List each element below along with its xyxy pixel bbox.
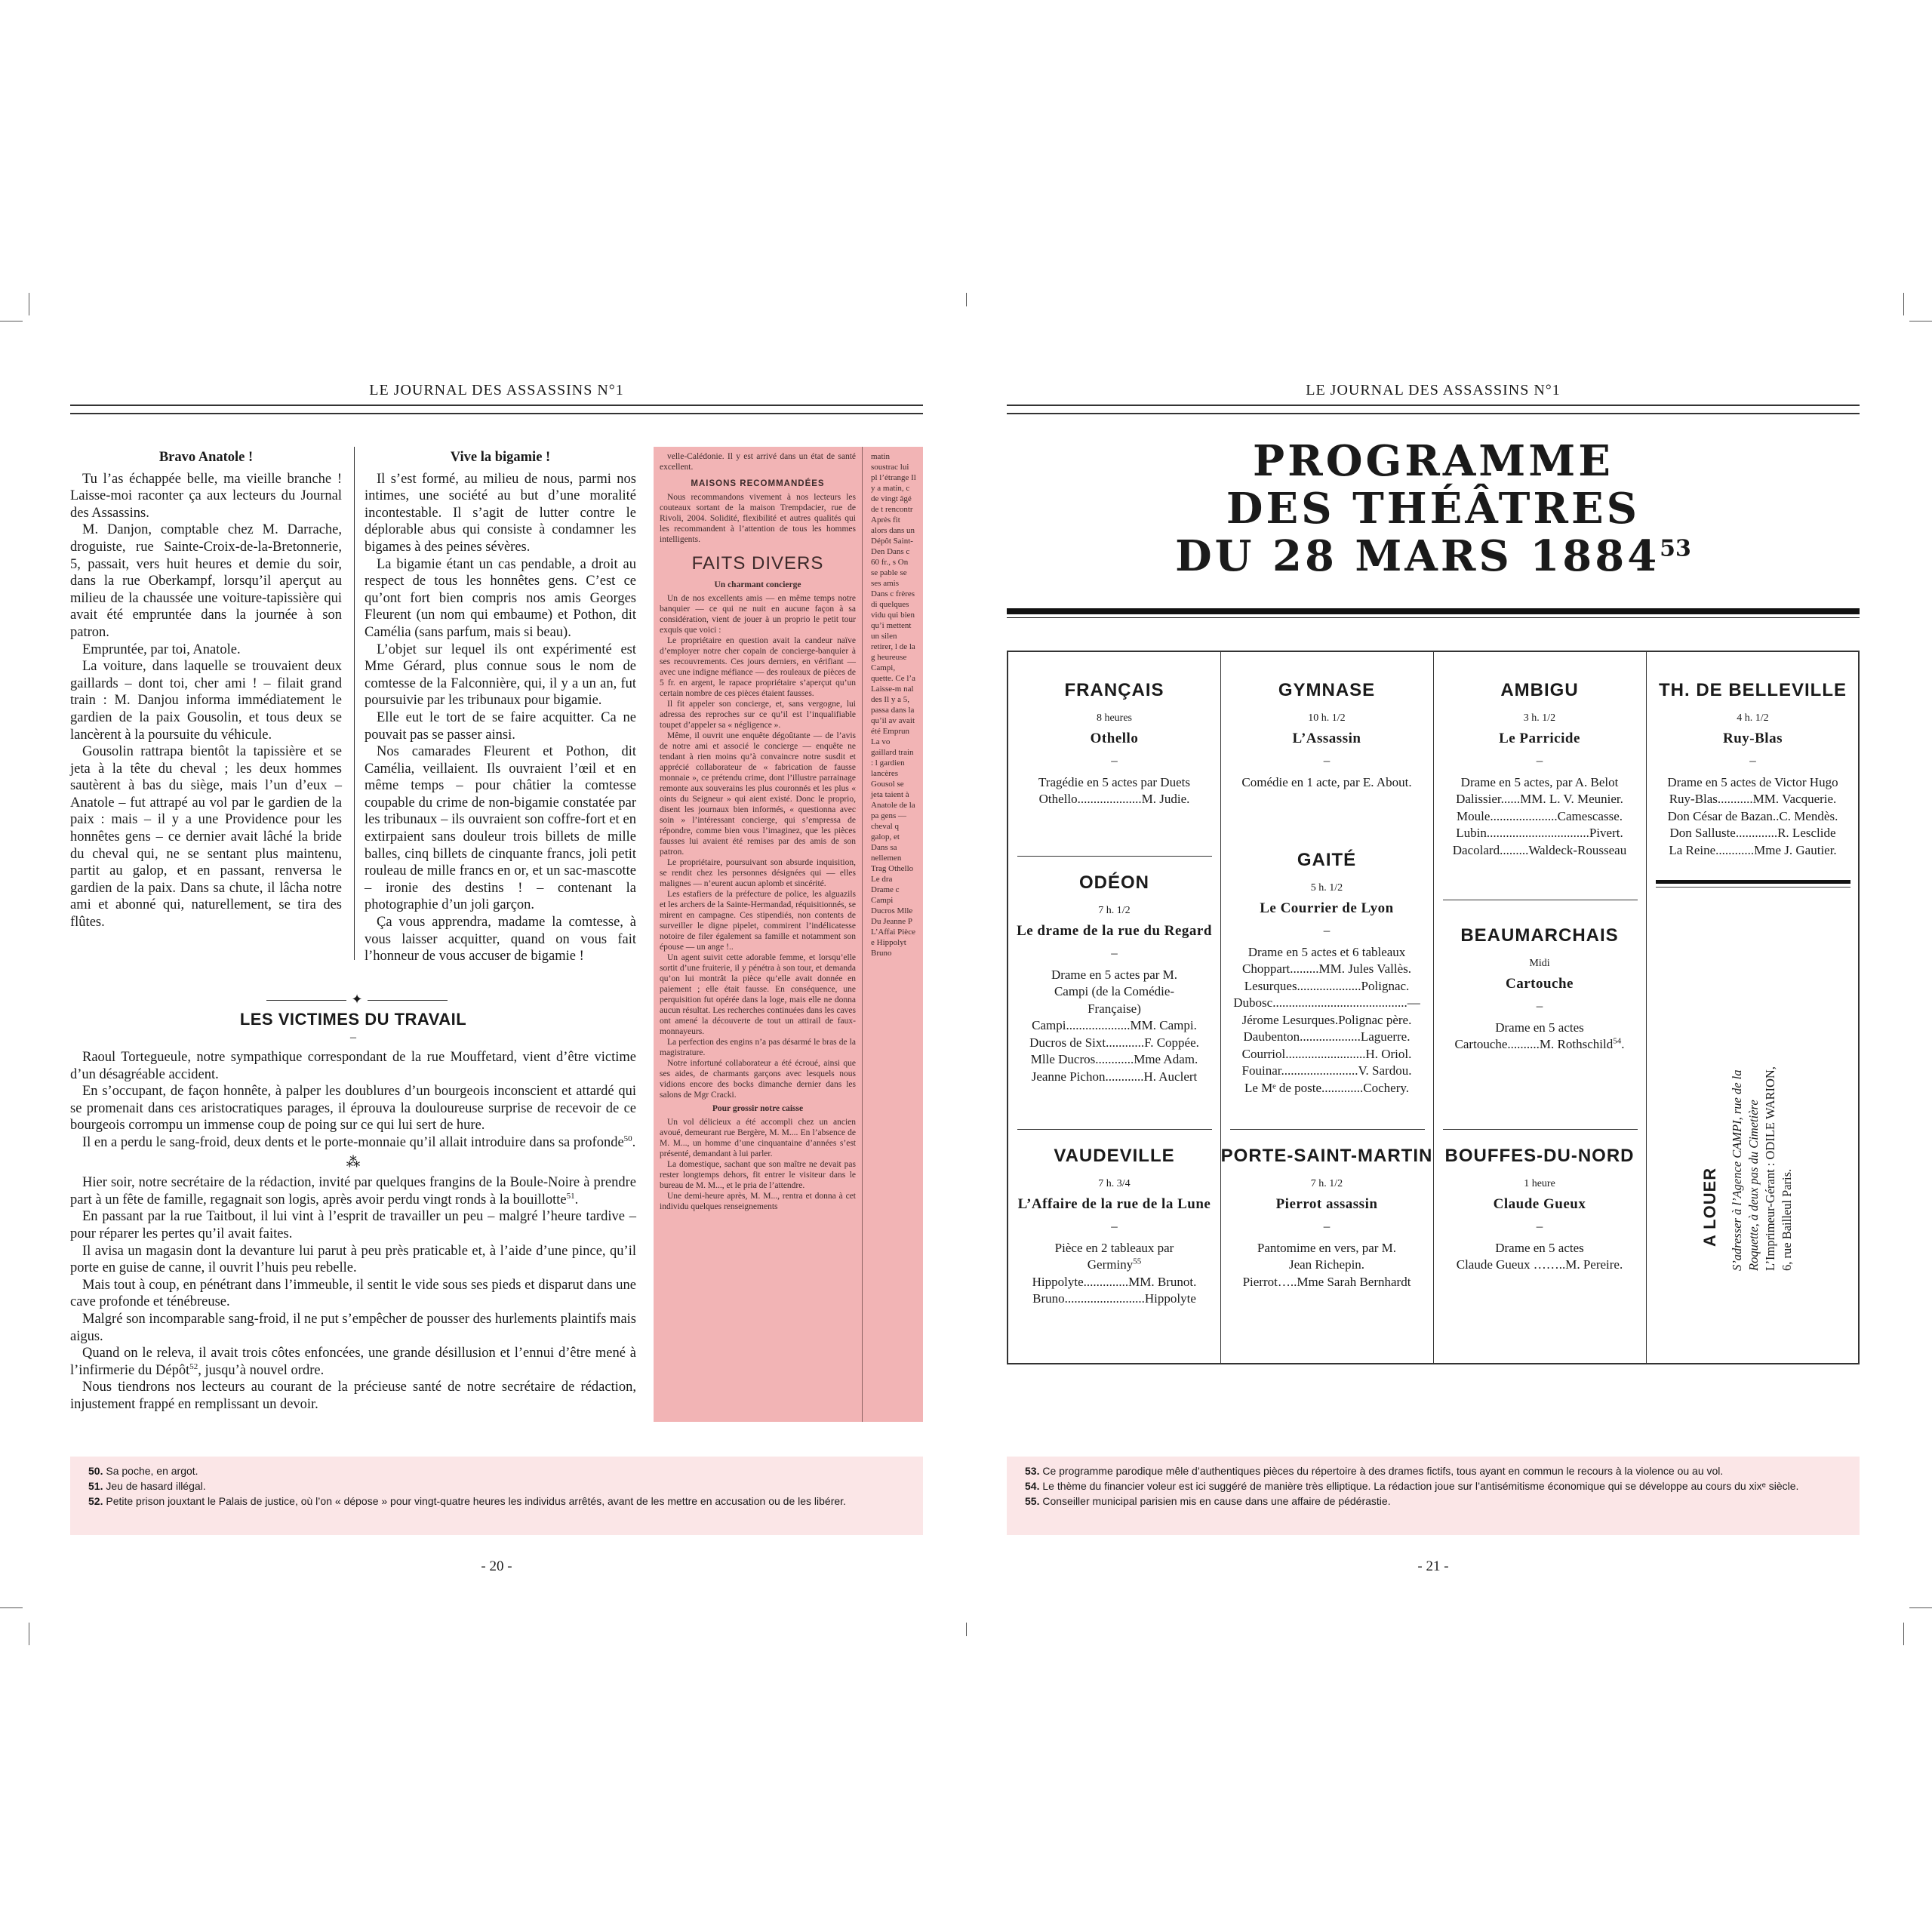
article-heading: Bravo Anatole ! bbox=[158, 450, 254, 465]
theatre-name: AMBIGU bbox=[1500, 680, 1579, 700]
theatre-name: BOUFFES-DU-NORD bbox=[1444, 1146, 1635, 1166]
cast-line: Campi....................MM. Campi. bbox=[1032, 1018, 1197, 1032]
clipping-heading: MAISONS RECOMMANDÉES bbox=[691, 479, 825, 488]
cast-line: Ducros de Sixt............F. Coppée. bbox=[1029, 1035, 1199, 1050]
crop-mark bbox=[0, 1607, 23, 1608]
theatre-name: PORTE-SAINT-MARTIN bbox=[1220, 1146, 1433, 1166]
clipping-text: Un de nos excellents amis — en même temps notre banquier — ce qui ne nuit en aucune façon à sa considération, vient de jouer à un proprio le petit tour exquis que voici : bbox=[660, 594, 856, 635]
clipping-side-text: matin soustrac lui pl l’étrange Il y a matin, c de vingt âgé de t rencontr Après fit alors dans un Dépôt Saint-Den Dans c 60 fr., s On se pable se ses amis Dans c frères di quelques vidu qui bien qu’i mettent un silen retirer, l de la g heureuse Campi, quette. Ce l’a Laisse-m nal des Il y a 5, passa dans la qu’il av avait été Emprun La vo gaillard train : l gardien lancères Gousol se jeta taient à Anatole de la pa gens — cheval q galop, et Dans sa nellemen Trag Othello Le dra Drame c Campi Ducros Mlle Du Jeanne P L’Affai Pièce e Hippolyt Bruno bbox=[871, 452, 916, 958]
footnote-text: Jeu de hasard illégal. bbox=[106, 1480, 206, 1492]
play-description: Tragédie en 5 actes par Duets bbox=[1038, 774, 1190, 789]
cast-line: Hippolyte..............MM. Brunot. bbox=[1032, 1274, 1197, 1289]
paragraph: Empruntée, par toi, Anatole. bbox=[82, 641, 241, 657]
crop-mark bbox=[1903, 1623, 1904, 1645]
footnote-number: 51. bbox=[88, 1480, 103, 1492]
paragraph: Il en a perdu le sang-froid, deux dents et le porte-monnaie qu’il allait introduire dans sa profonde$^{50}$. bbox=[82, 1134, 636, 1150]
show-time: 10 h. 1/2 bbox=[1308, 712, 1346, 724]
paragraph: M. Danjon, comptable chez M. Darrache, droguiste, rue Sainte-Croix-de-la-Bretonnerie, 5, passait, vers huit heures et demie du soir, dans la rue Oberkampf, lorsqu’il aperçut au milieu de la chaussée une voiture-tapissière qui avait été empruntée dans la journée à son patron. bbox=[70, 522, 342, 640]
cast-line: Othello....................M. Judie. bbox=[1038, 792, 1190, 806]
title-line bbox=[1007, 533, 1860, 580]
article-heading: Vive la bigamie ! bbox=[450, 450, 551, 465]
cast-line: Fouinar........................V. Sardou. bbox=[1241, 1063, 1412, 1078]
running-head: LE JOURNAL DES ASSASSINS N°1 bbox=[369, 382, 624, 398]
footnote-text: Ce programme parodique mêle d’authentiques pièces du répertoire à des drames fictifs, tous ayant en commun le recours à la violence ou au vol. bbox=[1042, 1465, 1724, 1477]
footnotes-box bbox=[1007, 1457, 1860, 1535]
title-text: DU 28 MARS 1884 bbox=[1175, 531, 1660, 581]
theatre-beaumarchais bbox=[1433, 925, 1646, 1054]
theatre-name: GYMNASE bbox=[1278, 680, 1376, 700]
notice-line: L’Imprimeur-Gérant : ODILE WARION, bbox=[1763, 1066, 1777, 1271]
show-time: 4 h. 1/2 bbox=[1737, 712, 1769, 724]
paragraph: Mais tout à coup, en pénétrant dans l’immeuble, il sentit le vide sous ses pieds et disparut dans une cave profonde et ténébreuse. bbox=[70, 1277, 636, 1310]
footnotes-box bbox=[70, 1457, 923, 1535]
footnote-ref: 54 bbox=[1613, 1036, 1622, 1046]
paragraph: En s’occupant, de façon honnête, à palper les doublures d’un bourgeois inconscient et attardé qui se promenait dans ces aristocratiques parages, il éprouva la douloureuse surprise de recevoir de ce bourgeois corrompu un immense coup de poing sur ce qui lui sert de hure. bbox=[70, 1084, 636, 1134]
page-number: - 21 - bbox=[1417, 1558, 1449, 1574]
show-time: 7 h. 3/4 bbox=[1098, 1177, 1131, 1189]
paragraph: En passant par la rue Taitbout, il lui vint à l’esprit de travailler un peu – malgré l’heure tardive – pour réparer les pertes qu’il avait faites. bbox=[70, 1209, 636, 1241]
clipping-text: Notre infortuné collaborateur a été écroué, ainsi que ses aides, de charmants garçons avec lesquels nous vidions encore des bocks dimanche dernier dans les salons de Mgr Cracki. bbox=[660, 1059, 856, 1100]
clipping-text: Il fit appeler son concierge, et, sans vergogne, lui adressa des reproches sur ce qu’il est l’inqualifiable toupet d’appeler sa « négligence ». bbox=[660, 700, 856, 730]
footnote-ref: 55 bbox=[1133, 1257, 1142, 1266]
show-time: 7 h. 1/2 bbox=[1098, 904, 1131, 916]
clipping-text: Le propriétaire en question avait la candeur naïve d’employer notre cher copain de concierge-banquier à ses recouvrements. Ces jours derniers, en vérifiant — avec une indigne méfiance — des rouleaux de pièces de 5 fr. en argent, le rapace propriétaire s’aperçut qu’un certain nombre de ces pièces étaient fausses. bbox=[660, 636, 856, 698]
paragraph: Ça vous apprendra, madame la comtesse, à vous laisser acquitter, quand on vous fait l’honneur de vous accuser de bigamie ! bbox=[365, 915, 636, 964]
play-title: Othello bbox=[1090, 731, 1139, 746]
dash: – bbox=[1749, 753, 1756, 768]
section-title: LES VICTIMES DU TRAVAIL bbox=[239, 1010, 467, 1029]
dash: – bbox=[1111, 753, 1118, 768]
clipping-side-column bbox=[804, 447, 923, 1422]
clipping-text: La perfection des engins n’a pas désarmé le bras de la magistrature. bbox=[660, 1038, 856, 1057]
paragraph bbox=[70, 1345, 636, 1379]
footnote-ref: 53 bbox=[1660, 535, 1691, 562]
theatre-gaite bbox=[1220, 852, 1433, 1097]
page-number: - 20 - bbox=[481, 1558, 512, 1574]
footnote-number: 55. bbox=[1025, 1495, 1040, 1507]
dash: – bbox=[1536, 753, 1543, 768]
theatre-name: BEAUMARCHAIS bbox=[1460, 925, 1619, 946]
footnote-text: Le thème du financier voleur est ici suggéré de manière très elliptique. La rédaction joue sur l’antisémitisme économique qui se développe au cours du xixᵉ siècle. bbox=[1042, 1480, 1799, 1492]
dash: – bbox=[1536, 1219, 1543, 1233]
footnote bbox=[1025, 1464, 1723, 1478]
theatre-name: GAITÉ bbox=[1297, 850, 1357, 870]
play-title: Ruy-Blas bbox=[1723, 731, 1783, 746]
theatre-name: VAUDEVILLE bbox=[1054, 1146, 1175, 1166]
notice-line: S’adresser à l’Agence CAMPI, rue de la bbox=[1730, 1069, 1744, 1271]
paragraph-text: , jusqu’à nouvel ordre. bbox=[198, 1362, 325, 1378]
theatre-odeon bbox=[1008, 872, 1220, 1085]
cast-line: Ruy-Blas...........MM. Vacquerie. bbox=[1669, 792, 1837, 806]
cast-line: Don César de Bazan..C. Mendès. bbox=[1667, 808, 1838, 823]
cast-line: Lesurques....................Polignac. bbox=[1244, 978, 1410, 993]
notice-line: Roquette, à deux pas du Cimetière bbox=[1746, 1100, 1761, 1271]
clipping-text: Même, il ouvrit une enquête dégoûtante — de l’avis de notre ami et associé le concierge — enquête ne tendant à rien moins qu’à convaincre notre susdit et apprécié collaborateur de « fabrication de fausse monnaie », ce prétendu crime, dont l’illustre parrainage remonte aux souverains les plus couronnés et les plus « oints du Seigneur » qui aient existé. Donc le proprio, disent les journaux bien informés, « questionna avec soin » l’intéressant concierge, qui s’empressa de répondre, comme bien vous l’imaginez, que les pièces fausses lui avaient été remises par des amis de son patron. bbox=[660, 731, 856, 857]
footnote-ref: 52 bbox=[189, 1361, 198, 1371]
page-21 bbox=[1007, 362, 1860, 1585]
header-rule bbox=[1007, 405, 1860, 414]
play-title: Le Courrier de Lyon bbox=[1260, 900, 1394, 916]
theatre-bouffes-du-nord bbox=[1433, 1148, 1646, 1274]
footnote-number: 53. bbox=[1025, 1465, 1040, 1477]
play-description: Drame en 5 actes, par A. Belot bbox=[1460, 774, 1619, 789]
crop-mark bbox=[966, 1623, 967, 1636]
theatre-name: TH. DE BELLEVILLE bbox=[1658, 680, 1847, 700]
play-title: Le Parricide bbox=[1499, 731, 1580, 746]
article-bravo-anatole bbox=[70, 449, 342, 931]
newspaper-clipping bbox=[654, 447, 923, 1422]
footnote bbox=[88, 1464, 198, 1478]
clipping-heading-large: FAITS DIVERS bbox=[691, 553, 824, 574]
programme-title bbox=[1007, 438, 1860, 580]
play-title: Claude Gueux bbox=[1493, 1196, 1586, 1212]
cast-line: Pierrot…..Mme Sarah Bernhardt bbox=[1242, 1274, 1411, 1289]
asterism-icon: ⁂ bbox=[346, 1155, 361, 1171]
dash: – bbox=[1323, 1219, 1331, 1233]
clipping-subheading: Pour grossir notre caisse bbox=[712, 1104, 804, 1113]
theatre-programme-grid bbox=[1007, 651, 1860, 1364]
play-description: Drame en 5 actes par M. Campi (de la Comédie-Française) bbox=[1051, 967, 1178, 1016]
theatre-name: ODÉON bbox=[1078, 872, 1149, 893]
dash: – bbox=[1111, 1219, 1118, 1233]
play-title: L’Affaire de la rue de la Lune bbox=[1017, 1196, 1211, 1212]
a-louer-title: A LOUER bbox=[1700, 1167, 1719, 1247]
footnote-number: 50. bbox=[88, 1465, 103, 1477]
clipping-subheading: Un charmant concierge bbox=[714, 580, 801, 589]
clipping-text: Un agent suivit cette adorable femme, et lorsqu’elle sortit d’une fruiterie, il y pénétra à son tour, et demanda qu’on lui montrât la pièce qu’elle avait donnée en paiement ; elle était fausse. En conséquence, une perquisition fut opérée dans la loge, mais elle ne donna aucun résultat. Les recherches continuées dans les caves ont amené la découverte de tout un attirail de faux-monnayeurs. bbox=[660, 953, 856, 1036]
show-time: 3 h. 1/2 bbox=[1523, 712, 1556, 724]
grid-row-line bbox=[1017, 856, 1212, 857]
cast-line: Courriol.........................H. Oriol. bbox=[1241, 1046, 1412, 1061]
show-time: 7 h. 1/2 bbox=[1310, 1177, 1343, 1189]
crop-mark bbox=[1903, 293, 1904, 315]
grid-row-line bbox=[1230, 1129, 1425, 1130]
play-description: Drame en 5 actes bbox=[1495, 1240, 1584, 1255]
cast-line: Choppart.........MM. Jules Vallès. bbox=[1242, 961, 1411, 976]
clipping-text: Les estafiers de la préfecture de police, les alguazils et les archers de la Sainte-Hermandad, réquisitionnés, se mirent en campagne. Ces stipendiés, non contents de surveiller le digne pipelet, commirent l’indélicatesse notoire de filer également sa famille et notamment son épouse — un ange !.. bbox=[660, 890, 856, 952]
article-vive-la-bigamie bbox=[365, 449, 636, 965]
cast-line: Daubenton...................Laguerre. bbox=[1243, 1029, 1411, 1044]
paragraph: La bigamie étant un cas pendable, a droit au respect de tous les honnêtes gens. C’est ce qu’ont fort bien compris nos amis Georges Fleurent (un nom qui embaume) et Pothon, dit Camélia (sans parfum, mais si beau). bbox=[365, 556, 636, 640]
footnote bbox=[1025, 1494, 1391, 1509]
cast-line: Don Salluste.............R. Lesclide bbox=[1669, 826, 1836, 840]
theatre-ambigu bbox=[1433, 682, 1646, 859]
play-description: Drame en 5 actes bbox=[1495, 1020, 1584, 1035]
paragraph: Raoul Tortegueule, notre sympathique correspondant de la rue Mouffetard, vient d’être victime d’un désagréable accident. bbox=[70, 1050, 636, 1082]
cast-line: Dubosc..........................................— bbox=[1233, 995, 1420, 1010]
paragraph: Il s’est formé, au milieu de nous, parmi nos intimes, une société au but d’une moralité incontestable. Il s’agit de lutter contre le déplorable abus qui consiste à condamner les bigames à des peines sévères. bbox=[365, 471, 636, 555]
clipping-text: velle-Calédonie. Il y est arrivé dans un état de santé excellent. bbox=[660, 452, 856, 472]
a-louer-rotated-text bbox=[1729, 1066, 1795, 1271]
footnote-ref: 50 bbox=[623, 1134, 632, 1143]
title-rule-thick bbox=[1007, 608, 1860, 614]
paragraph: Tu l’as échappée belle, ma vieille branche ! Laisse-moi raconter ça aux lecteurs du Journal des Assassins. bbox=[70, 471, 342, 521]
play-title: L’Assassin bbox=[1292, 731, 1361, 746]
show-time: Midi bbox=[1529, 957, 1550, 969]
paragraph: L’objet sur lequel ils ont expérimenté est Mme Gérard, plus connue sous le nom de comtesse de la Falconnière, qui, il y a un an, fut poursuivie par les tribunaux pour bigamie. bbox=[365, 641, 636, 709]
cast-line: La Reine............Mme J. Gautier. bbox=[1669, 842, 1837, 857]
theatre-vaudeville bbox=[1008, 1148, 1220, 1308]
show-time: 8 heures bbox=[1096, 712, 1133, 724]
theatre-belleville bbox=[1646, 682, 1860, 859]
cast-line: Dacolard.........Waldeck-Rousseau bbox=[1452, 842, 1627, 857]
play-description: Comédie en 1 acte, par E. About. bbox=[1241, 774, 1412, 789]
cast-line: Bruno.........................Hippolyte bbox=[1032, 1291, 1196, 1306]
play-description: Drame en 5 actes et 6 tableaux bbox=[1247, 944, 1406, 959]
a-louer-rotated bbox=[1700, 1168, 1720, 1247]
footnote-ref: 51 bbox=[566, 1191, 575, 1201]
paragraph-text: Quand on le releva, il avait trois côtes enfoncées, une grande désillusion et l’ennui d’être mené à l’infirmerie du Dépôt bbox=[70, 1346, 636, 1378]
column-divider bbox=[354, 447, 355, 960]
play-title: Pierrot assassin bbox=[1275, 1196, 1378, 1212]
theatre-francais bbox=[1008, 682, 1220, 808]
play-title: Cartouche bbox=[1506, 976, 1574, 992]
footnote bbox=[88, 1494, 846, 1509]
dash: – bbox=[1111, 946, 1118, 960]
page-20 bbox=[70, 362, 923, 1585]
footnote-number: 54. bbox=[1025, 1480, 1040, 1492]
grid-row-line bbox=[1017, 1129, 1212, 1130]
article-victimes-du-travail bbox=[70, 1049, 636, 1413]
cast-line: Dalissier......MM. L. V. Meunier. bbox=[1456, 792, 1623, 806]
clipping-text: La domestique, sachant que son maître ne devait pas rester longtemps dehors, fit entrer le visiteur dans le bureau de M. M..., et le pria de l’attendre. bbox=[660, 1160, 856, 1190]
crop-mark bbox=[1909, 1607, 1932, 1608]
paragraph: Il avisa un magasin dont la devanture lui parut à peu près praticable et, à l’aide d’une pince, qu’il porte en guise de canne, il ouvrit l’huis peu rebelle. bbox=[70, 1243, 636, 1276]
title-line: PROGRAMME bbox=[1253, 436, 1614, 486]
paragraph: Hier soir, notre secrétaire de la rédaction, invité par quelques frangins de la Boule-Noire à prendre part à un fête de famille, regagnait son logis, après avoir perdu vingt ronds à la bouillotte$^{51}$. bbox=[70, 1175, 636, 1208]
grid-row-line bbox=[1656, 887, 1850, 888]
cast-text: Cartouche..........M. Rothschild bbox=[1454, 1037, 1614, 1051]
cast-line: Cartouche..........M. Rothschild$^{54}$. bbox=[1454, 1036, 1625, 1051]
paragraph-text: Il en a perdu le sang-froid, deux dents et le porte-monnaie qu’il allait introduire dans sa profonde bbox=[82, 1134, 624, 1150]
cast-line: Claude Gueux ……..M. Pereire. bbox=[1456, 1257, 1623, 1272]
grid-row-line bbox=[1443, 1129, 1638, 1130]
show-time: 5 h. 1/2 bbox=[1310, 881, 1343, 894]
paragraph: Nous tiendrons nos lecteurs au courant de la précieuse santé de notre secrétaire de rédaction, injustement frappé en remplissant un devoir. bbox=[70, 1380, 636, 1412]
cast-line: Mlle Ducros............Mme Adam. bbox=[1030, 1052, 1198, 1066]
paragraph: Malgré son incomparable sang-froid, il ne put s’empêcher de pousser des hurlements plaintifs mais aigus. bbox=[70, 1311, 636, 1344]
notice-line: 6, rue Bailleul Paris. bbox=[1780, 1168, 1794, 1271]
ornament-icon: ✦ bbox=[346, 992, 367, 1007]
theatre-gymnase bbox=[1220, 682, 1433, 791]
section-ornament bbox=[266, 992, 448, 1008]
clipping-text: Le propriétaire, poursuivant son absurde inquisition, se rendit chez les personnes désignées qui — elles malignes — n’eurent aucun aplomb et sincérité. bbox=[660, 858, 856, 888]
play-description: Pantomime en vers, par M. Jean Richepin. bbox=[1257, 1240, 1397, 1272]
clipping-text: Un vol délicieux a été accompli chez un ancien avoué, demeurant rue Bergère, M. M.... En l’absence de M. M..., un homme d’une cinquantaine d’années s’est présenté, demandant à lui parler. bbox=[660, 1118, 856, 1158]
footnote-number: 52. bbox=[88, 1495, 103, 1507]
paragraph-text: Hier soir, notre secrétaire de la rédaction, invité par quelques frangins de la Boule-Noire à prendre part à un fête de famille, regagnait son logis, après avoir perdu vingt ronds à la bouillotte bbox=[70, 1175, 636, 1208]
footnote-text: Sa poche, en argot. bbox=[106, 1465, 198, 1477]
dash: – bbox=[1323, 753, 1331, 768]
footnote bbox=[88, 1479, 206, 1494]
dash: – bbox=[1536, 998, 1543, 1013]
theatre-name: FRANÇAIS bbox=[1064, 680, 1164, 700]
play-description: Drame en 5 actes de Victor Hugo bbox=[1667, 774, 1838, 789]
footnote-text: Petite prison jouxtant le Palais de justice, où l’on « dépose » pour vingt-quatre heures les individus arrêtés, avant de les mettre en accusation ou de les libérer. bbox=[106, 1495, 846, 1507]
cast-line: Le Mᵉ de poste.............Cochery. bbox=[1244, 1080, 1410, 1095]
clipping-text: Nous recommandons vivement à nos lecteurs les couteaux sortant de la maison Trempdacier, rue de Rivoli, 2004. Solidité, flexibilité et autres qualités qui les recommandent à l’attention de tous les hommes intelligents. bbox=[660, 493, 856, 544]
paragraph: Elle eut le tort de se faire acquitter. Ca ne pouvait pas se passer ainsi. bbox=[365, 709, 636, 743]
section-dash: – bbox=[350, 1031, 356, 1044]
clipping-text: Une demi-heure après, M. M..., rentra et donna à cet individu quelques renseignements bbox=[660, 1192, 856, 1211]
running-head: LE JOURNAL DES ASSASSINS N°1 bbox=[1306, 382, 1561, 398]
cast-line: Lubin................................Pivert. bbox=[1456, 826, 1623, 840]
play-description bbox=[1008, 1240, 1220, 1274]
grid-row-line-thick bbox=[1656, 880, 1850, 884]
show-time: 1 heure bbox=[1524, 1177, 1555, 1189]
footnote-text: Conseiller municipal parisien mis en cause dans une affaire de pédérastie. bbox=[1042, 1495, 1391, 1507]
footnote bbox=[1025, 1479, 1798, 1494]
cast-line: Moule.....................Camescasse. bbox=[1456, 808, 1623, 823]
cast-line: Jérome Lesurques.Polignac père. bbox=[1241, 1012, 1412, 1027]
title-line: DES THÉÂTRES bbox=[1226, 484, 1641, 534]
header-rule bbox=[70, 405, 923, 414]
paragraph: Nos camarades Fleurent et Pothon, dit Camélia, veillaient. Ils ouvraient l’œil et en même temps – pour châtier la comtesse coupable du crime de non-bigamie constatée par les tribunaux – ils ouvraient son coffre-fort et en extirpaient sans douleur trois billets de mille balles, cinq billets de cinquante francs, joli petit rouleau de mille francs en or, et un sac-mascotte – ironie des destins ! – contenant la photographie d’un joli garçon. bbox=[365, 744, 636, 913]
paragraph: Gousolin rattrapa bientôt la tapissière et se jeta à la tête du cheval ; les deux hommes sautèrent à bas du siège, mais l’un d’eux – Anatole – fut attrapé au vol par le gardien de la paix : mais – il y a une Providence pour les honnêtes gens – ce dernier avait lâché la bride du cheval qui, ne se sentant plus maintenu, partit au galop, et en passant, renversa le gardien de la paix. Dans sa chute, il lâcha notre ami et abonné qui, naturellement, se tira des flûtes. bbox=[70, 744, 342, 931]
theatre-porte-saint-martin bbox=[1220, 1148, 1433, 1291]
play-title: Le drame de la rue du Regard bbox=[1017, 923, 1212, 939]
dash: – bbox=[1323, 923, 1331, 937]
title-rule-thin bbox=[1007, 617, 1860, 618]
description-text: Pièce en 2 tableaux par Germiny bbox=[1054, 1240, 1174, 1272]
crop-mark bbox=[966, 293, 967, 306]
cast-line: Jeanne Pichon............H. Auclert bbox=[1031, 1069, 1198, 1084]
paragraph: La voiture, dans laquelle se trouvaient deux gaillards – dont toi, cher ami ! – filait grand train : M. Danjou informa immédiatement le gardien de la paix Gousolin, et tous deux se lancèrent à la poursuite du véhicule. bbox=[70, 659, 342, 743]
